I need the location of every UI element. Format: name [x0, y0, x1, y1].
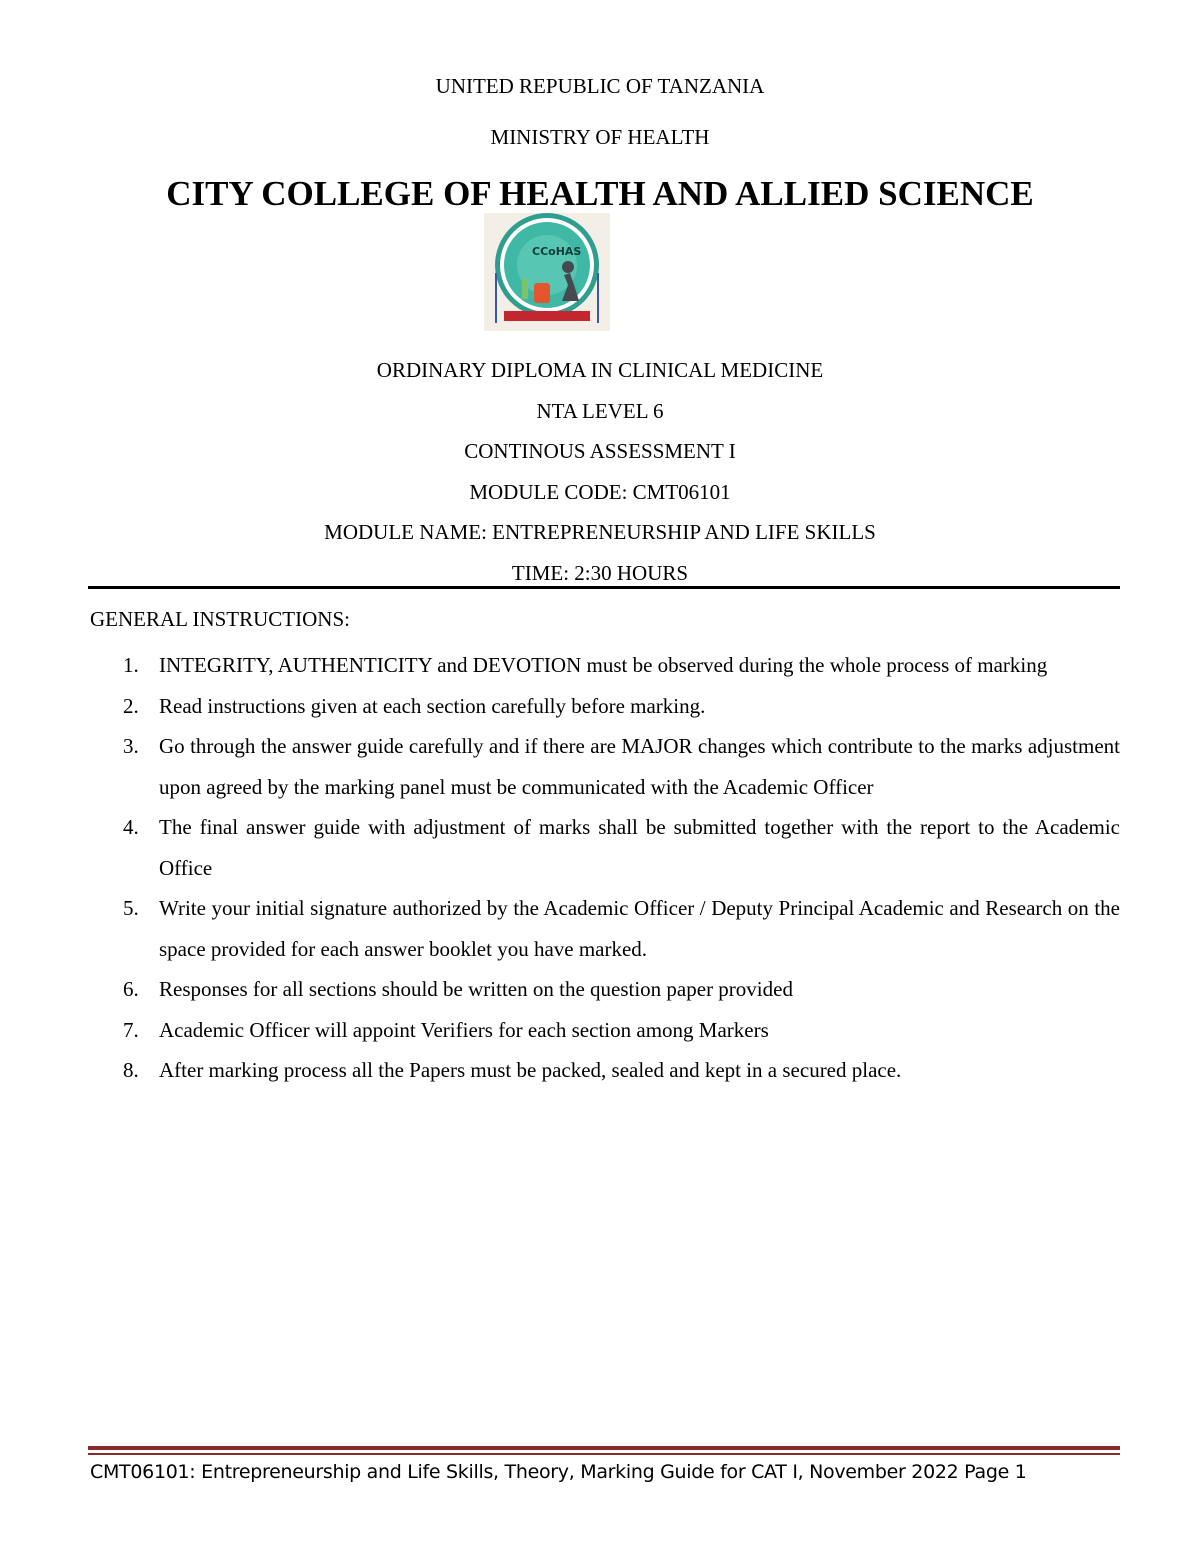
instruction-text: Academic Officer will appoint Verifiers for each section among Markers — [159, 1017, 769, 1042]
footer-divider-thin — [88, 1453, 1120, 1455]
instructions-heading: GENERAL INSTRUCTIONS: — [90, 607, 350, 631]
instruction-item — [90, 1010, 1120, 1051]
instruction-number: 1. — [123, 653, 139, 677]
instruction-number: 3. — [123, 734, 139, 758]
college-logo — [484, 213, 610, 331]
programme-title: ORDINARY DIPLOMA IN CLINICAL MEDICINE — [376, 358, 824, 382]
instruction-text: After marking process all the Papers must be packed, sealed and kept in a secured place. — [159, 1058, 902, 1082]
instruction-item — [90, 888, 1120, 969]
assessment-title: CONTINOUS ASSESSMENT I — [464, 439, 736, 463]
module-code: MODULE CODE: CMT06101 — [469, 480, 731, 504]
instruction-number: 6. — [123, 977, 139, 1001]
nta-level: NTA LEVEL 6 — [536, 399, 664, 423]
instruction-number: 8. — [123, 1058, 139, 1082]
page-footer: CMT06101: Entrepreneurship and Life Skills, Theory, Marking Guide for CAT I, November 2022 Page 1 — [90, 1461, 1027, 1483]
instruction-item — [90, 645, 1120, 686]
instruction-text: The final answer guide with adjustment of marks shall be submitted together with the report to the Academic Office — [159, 815, 1120, 880]
instruction-text: Read instructions given at each section carefully before marking. — [159, 693, 706, 718]
instruction-item — [90, 686, 1120, 727]
header-divider — [88, 586, 1120, 589]
instruction-text: Responses for all sections should be written on the question paper provided — [159, 977, 793, 1001]
instruction-text: Go through the answer guide carefully and if there are MAJOR changes which contribute to the marks adjustment upon agreed by the marking panel must be communicated with the Academic Officer — [159, 734, 1120, 799]
college-title: CITY COLLEGE OF HEALTH AND ALLIED SCIENCE — [166, 174, 1034, 213]
instruction-number: 5. — [123, 896, 139, 920]
instruction-text: INTEGRITY, AUTHENTICITY and DEVOTION must be observed during the whole process of marking — [159, 653, 1048, 677]
instruction-text: Write your initial signature authorized by the Academic Officer / Deputy Principal Academic and Research on the space provided for each answer booklet you have marked. — [159, 896, 1120, 961]
instruction-item — [90, 1050, 1120, 1091]
instruction-item — [90, 726, 1120, 807]
instruction-number: 2. — [123, 693, 139, 718]
country-title: UNITED REPUBLIC OF TANZANIA — [435, 74, 765, 98]
instruction-number: 7. — [123, 1017, 139, 1042]
module-name: MODULE NAME: ENTREPRENEURSHIP AND LIFE SKILLS — [324, 520, 876, 544]
footer-divider-thick — [88, 1446, 1120, 1450]
exam-time: TIME: 2:30 HOURS — [511, 561, 689, 585]
instruction-number: 4. — [123, 815, 139, 839]
instruction-item — [90, 969, 1120, 1010]
instruction-item — [90, 807, 1120, 888]
instructions-list — [90, 645, 1120, 1091]
logo-text: CCoHAS — [532, 245, 582, 258]
ministry-title: MINISTRY OF HEALTH — [490, 125, 710, 149]
